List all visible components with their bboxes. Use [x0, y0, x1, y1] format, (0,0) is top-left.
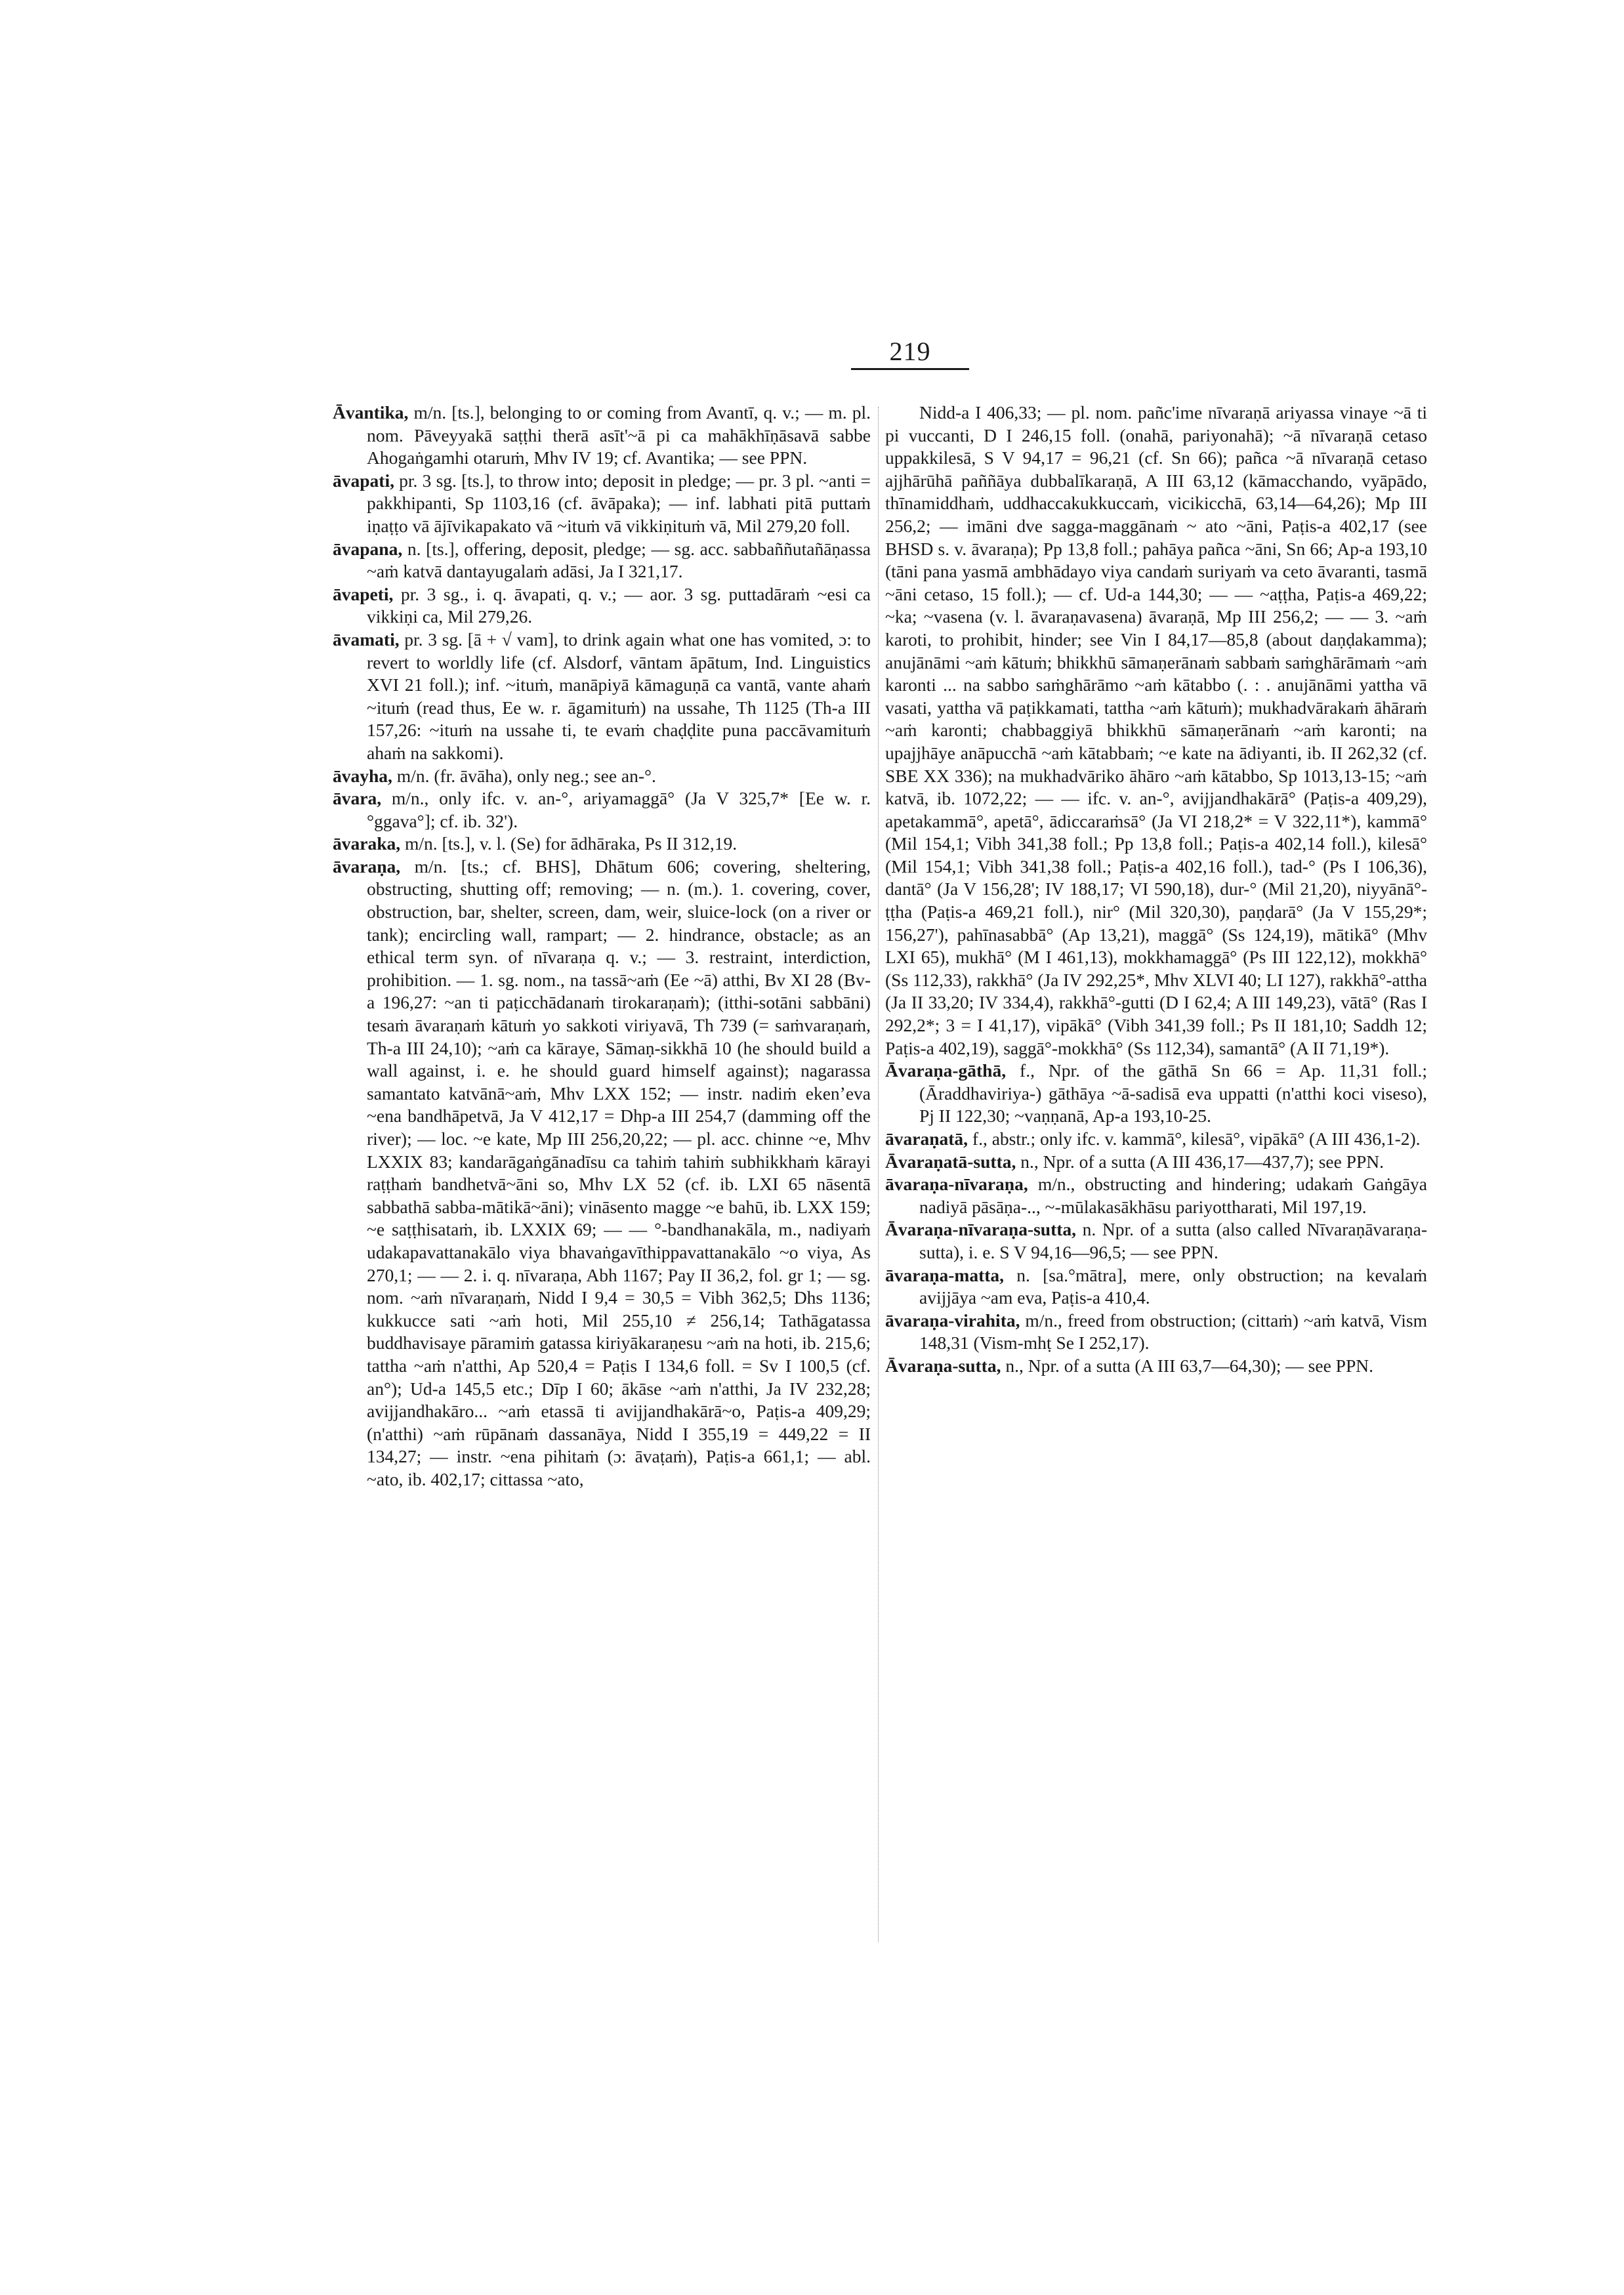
dictionary-entry — [885, 1173, 1427, 1218]
continuation-paragraph — [885, 402, 1427, 1060]
dictionary-entry — [885, 1218, 1427, 1264]
entry-body: m/n., freed from obstruction; (cittaṁ) ~aṁ katvā, Vism 148,31 (Vism-mhṭ Se I 252,17). — [919, 1310, 1428, 1354]
dictionary-entry — [885, 1310, 1427, 1355]
entry-headword: Āvaraṇa-gāthā, — [885, 1060, 1007, 1081]
dictionary-entry — [885, 1060, 1427, 1128]
entry-headword: Āvaraṇa-nīvaraṇa-sutta, — [885, 1219, 1077, 1240]
entry-headword: āvaraṇa-matta, — [885, 1264, 1005, 1285]
entry-body: pr. 3 sg. [ā + √ vam], to drink again what one has vomited, ɔ: to revert to worldly life (cf. Alsdorf, vāntam āpātum, Ind. Linguistics XVI 21 foll.); inf. ~ituṁ, manāpiyā kāmaguṇā ca vantā, vante ahaṁ ~ituṁ (read thus, Ee w. r. āgamituṁ) na ussahe, Th 1125 (Th-a III 157,26: ~ituṁ na ussahe ti, te evaṁ chaḍḍite puna paccāvamituṁ ahaṁ na sakkomi). — [367, 629, 871, 763]
entry-body: f., abstr.; only ifc. v. kammā°, kilesā°, vipākā° (A III 436,1-2). — [972, 1128, 1421, 1149]
dictionary-entry — [885, 1355, 1427, 1378]
left-column — [333, 402, 871, 1491]
dictionary-entry — [333, 583, 871, 629]
entry-headword: āvapati, — [333, 470, 394, 491]
dictionary-entry — [333, 787, 871, 833]
entry-headword: āvapeti, — [333, 583, 394, 604]
entry-headword: āvaraka, — [333, 833, 401, 854]
dictionary-entry — [333, 470, 871, 538]
entry-body: n. [sa.°mātra], mere, only obstruction; na kevalaṁ avijjāya ~am eva, Paṭis-a 410,4. — [919, 1264, 1428, 1308]
page-number: 219 — [889, 337, 931, 366]
dictionary-entry — [333, 402, 871, 470]
entry-body: pr. 3 sg., i. q. āvapati, q. v.; — aor. 3 sg. puttadāraṁ ~esi ca vikkiṇi ca, Mil 279,26. — [367, 583, 871, 627]
entry-body: pr. 3 sg. [ts.], to throw into; deposit in pledge; — pr. 3 pl. ~anti = pakkhipanti, Sp 1103,16 (cf. āvāpaka); — inf. labhati pitā puttaṁ iṇaṭṭo vā ājīvikapakato vā ~ituṁ vā vikkiṇituṁ vā, Mil 279,20 foll. — [367, 470, 871, 536]
entry-headword: āvaraṇa, — [333, 856, 401, 877]
dictionary-entry — [333, 833, 871, 856]
entry-headword: Āvaraṇatā-sutta, — [885, 1151, 1016, 1172]
entry-headword: āvaraṇatā, — [885, 1128, 968, 1149]
dictionary-entry — [885, 1128, 1427, 1151]
entry-body: m/n. [ts.; cf. BHS], Dhātum 606; covering, sheltering, obstructing, shutting off; removing; — n. (m.). 1. covering, cover, obstruction, bar, shelter, screen, dam, weir, sluice-lock (on a river or tank); encircling wall, rampart; — 2. hindrance, obstacle; as an ethical term syn. of nīvaraṇa q. v.; — 3. restraint, interdiction, prohibition. — 1. sg. nom., na tassā~aṁ (Ee ~ā) atthi, Bv XI 28 (Bv-a 196,27: ~an ti paṭicchādanaṁ tirokaraṇaṁ); (itthi-sotāni sabbāni) tesaṁ āvaraṇaṁ kātuṁ yo sakkoti viriyavā, Th 739 (= saṁvaraṇaṁ, Th-a III 24,10); ~aṁ ca kāraye, Sāmaṇ-sikkhā 10 (he should build a wall against, i. e. he should guard himself against); nagarassa samantato katvānā~aṁ, Mhv LXX 152; — instr. nadiṁ ekenʼeva ~ena bandhāpetvā, Ja V 412,17 = Dhp-a III 254,7 (damming off the river); — loc. ~e kate, Mp III 256,20,22; — pl. acc. chinne ~e, Mhv LXXIX 83; kandarāgaṅgānadīsu ca tahiṁ tahiṁ subhikkhaṁ kārayi raṭṭhaṁ bandhetvā~āni so, Mhv LX 52 (cf. ib. LXI 65 nāsentā sabbathā sabba-mātikā~āni); vināsento magge ~e bahū, ib. LXX 159; ~e saṭṭhisataṁ, ib. LXXIX 69; — — °-bandhanakāla, m., nadiyaṁ udakapavattanakālo viya bhavaṅgavīthippavattanakālo ~o viya, As 270,1; — — 2. i. q. nīvaraṇa, Abh 1167; Pay II 36,2, fol. gr 1; — sg. nom. ~aṁ nīvaraṇaṁ, Nidd I 9,4 = 30,5 = Vibh 362,5; Dhs 1136; kukkucce sati ~aṁ hoti, Mil 255,10 ≠ 256,14; Tathāgatassa buddhavisaye pāramiṁ gatassa kiriyākaraṇesu ~aṁ na hoti, ib. 215,6; tattha ~aṁ n'atthi, Ap 520,4 = Paṭis I 134,6 foll. = Sv I 100,5 (cf. an°); Ud-a 145,5 etc.; Dīp I 60; ākāse ~aṁ n'atthi, Ja IV 232,28; avijjandhakāro... ~aṁ etassā ti avijjandhakārā~o, Paṭis-a 409,29; (n'atthi) ~aṁ rūpānaṁ dassanāya, Nidd I 355,19 = 449,22 = II 134,27; — instr. ~ena pihitaṁ (ɔ: āvaṭaṁ), Paṭis-a 661,1; — abl. ~ato, ib. 402,17; cittassa ~ato, — [367, 856, 871, 1489]
entry-headword: āvaraṇa-virahita, — [885, 1310, 1020, 1331]
page-number-rule — [851, 368, 969, 370]
column-divider — [878, 407, 879, 1942]
dictionary-entry — [885, 1151, 1427, 1174]
dictionary-entry — [885, 1264, 1427, 1310]
entry-headword: āvamati, — [333, 629, 400, 650]
entry-body: m/n., only ifc. v. an-°, ariyamaggā° (Ja V 325,7* [Ee w. r. °ggava°]; cf. ib. 32'). — [367, 788, 871, 831]
entry-body: Nidd-a I 406,33; — pl. nom. pañc'ime nīvaraṇā ariyassa vinaye ~ā ti pi vuccanti, D I 246,15 foll. (onahā, pariyonahā); ~ā nīvaraṇā cetaso uppakkilesā, S V 94,17 = 96,21 (cf. Sn 66); pañca ~ā nīvaraṇā cetaso ajjhārūhā paññāya dubbalīkaraṇā, A III 63,12 (kāmacchando, vyāpādo, thīnamiddhaṁ, uddhaccakukkuccaṁ, vicikicchā, 63,14—64,26); Mp III 256,2; — imāni dve sagga-maggānaṁ ~ ato ~āni, Paṭis-a 402,17 (see BHSD s. v. āvaraṇa); Pp 13,8 foll.; pahāya pañca ~āni, Sn 66; Ap-a 193,10 (tāni pana yasmā ambhādayo viya candaṁ suriyaṁ va ceto āvaranti, tasmā ~āni cetaso, 15 foll.); — cf. Ud-a 144,30; — — ~aṭṭha, Paṭis-a 469,22; ~ka; ~vasena (v. l. āvaraṇavasena) āvaraṇā, Mp III 256,2; — — 3. ~aṁ karoti, to prohibit, hinder; see Vin I 84,17—85,8 (about daṇḍakamma); anujānāmi ~aṁ kātuṁ; bhikkhū sāmaṇerānaṁ sabbaṁ saṁghārāmaṁ ~aṁ karonti ... na sabbo saṁghārāmo ~aṁ kātabbo (. : . anujānāmi yattha vā vasati, yattha vā paṭikkamati, tattha ~aṁ kātuṁ); mukhadvārakaṁ āhāraṁ ~aṁ karonti; chabbaggiyā bhikkhū sāmaṇerānaṁ ~aṁ karonti; na upajjhāye anāpucchā ~aṁ kātabbaṁ; ~e kate na ādiyanti, ib. II 262,32 (cf. SBE XX 336); na mukhadvāriko āhāro ~aṁ kātabbo, Sp 1013,13-15; ~aṁ katvā, ib. 1072,22; — — ifc. v. an-°, avijjandhakārā° (Paṭis-a 409,29), apetakammā°, apetā°, ādiccaraṁsā° (Ja VI 218,2* = V 322,11*), kammā° (Mil 154,1; Vibh 341,38 foll.; Pp 13,8 foll.; Paṭis-a 402,14 foll.), kilesā° (Mil 154,1; Vibh 341,38 foll.; Paṭis-a 402,16 foll.), tad-° (Ps I 106,36), dantā° (Ja V 156,28'; IV 188,17; VI 590,18), dur-° (Mil 21,20), niyyānā°-ṭṭha (Paṭis-a 469,21 foll.), nir° (Mil 320,30), paṇḍarā° (Ja V 155,29*; 156,27'), pahīnasabbā° (Ap 13,21), maggā° (Ss 124,19), mātikā° (Mhv LXI 65), mukhā° (M I 461,13), mokkhamaggā° (Ps III 122,12), mokkhā° (Ss 112,33), rakkhā° (Ja IV 292,25*, Mhv XLVI 40; LI 127), rakkhā°-attha (Ja II 33,20; IV 334,4), rakkhā°-gutti (D I 62,4; A III 149,23), vātā° (Ras I 292,2*; 3 = I 41,17), vipākā° (Vibh 341,39 foll.; Ps II 181,10; Saddh 12; Paṭis-a 402,19), saggā°-mokkhā° (Ss 112,34), samantā° (A II 71,19*). — [885, 402, 1427, 1058]
entry-body: n. [ts.], offering, deposit, pledge; — sg. acc. sabbaññutañāṇassa ~aṁ katvā dantayugalaṁ adāsi, Ja I 321,17. — [367, 538, 871, 582]
dictionary-entry — [333, 538, 871, 583]
entry-headword: Āvaraṇa-sutta, — [885, 1355, 1001, 1376]
entry-body: n., Npr. of a sutta (A III 436,17—437,7); see PPN. — [1020, 1151, 1385, 1172]
entry-body: m/n. (fr. āvāha), only neg.; see an-°. — [396, 765, 656, 786]
entry-body: n., Npr. of a sutta (A III 63,7—64,30); — see PPN. — [1005, 1355, 1373, 1376]
entry-body: m/n. [ts.], belonging to or coming from Avantī, q. v.; — m. pl. nom. Pāveyyakā saṭṭhi therā asīt'~ā pi ca mahākhīṇāsavā sabbe Ahogaṅgamhi otaruṁ, Mhv IV 19; cf. Avantika; — see PPN. — [367, 402, 871, 468]
dictionary-entry — [333, 629, 871, 765]
right-column — [885, 402, 1427, 1378]
entry-headword: āvaraṇa-nīvaraṇa, — [885, 1174, 1028, 1195]
entry-body: m/n., obstructing and hindering; udakaṁ Gaṅgāya nadiyā pāsāṇa-.., ~-mūlakasākhāsu pariyottharati, Mil 197,19. — [919, 1174, 1428, 1217]
entry-body: f., Npr. of the gāthā Sn 66 = Ap. 11,31 foll.; (Āraddhaviriya-) gāthāya ~ā-sadisā eva uppatti (n'atthi koci viseso), Pj II 122,30; ~vaṇṇanā, Ap-a 193,10-25. — [919, 1060, 1428, 1127]
dictionary-entry — [333, 856, 871, 1491]
entry-body: n. Npr. of a sutta (also called Nīvaraṇāvaraṇa-sutta), i. e. S V 94,16—96,5; — see PPN. — [919, 1219, 1427, 1262]
entry-headword: āvara, — [333, 788, 382, 809]
entry-body: m/n. [ts.], v. l. (Se) for ādhāraka, Ps II 312,19. — [405, 833, 738, 854]
entry-headword: āvapana, — [333, 538, 403, 559]
dictionary-entry — [333, 765, 871, 788]
entry-headword: Āvantika, — [333, 402, 409, 423]
entry-headword: āvayha, — [333, 765, 392, 786]
